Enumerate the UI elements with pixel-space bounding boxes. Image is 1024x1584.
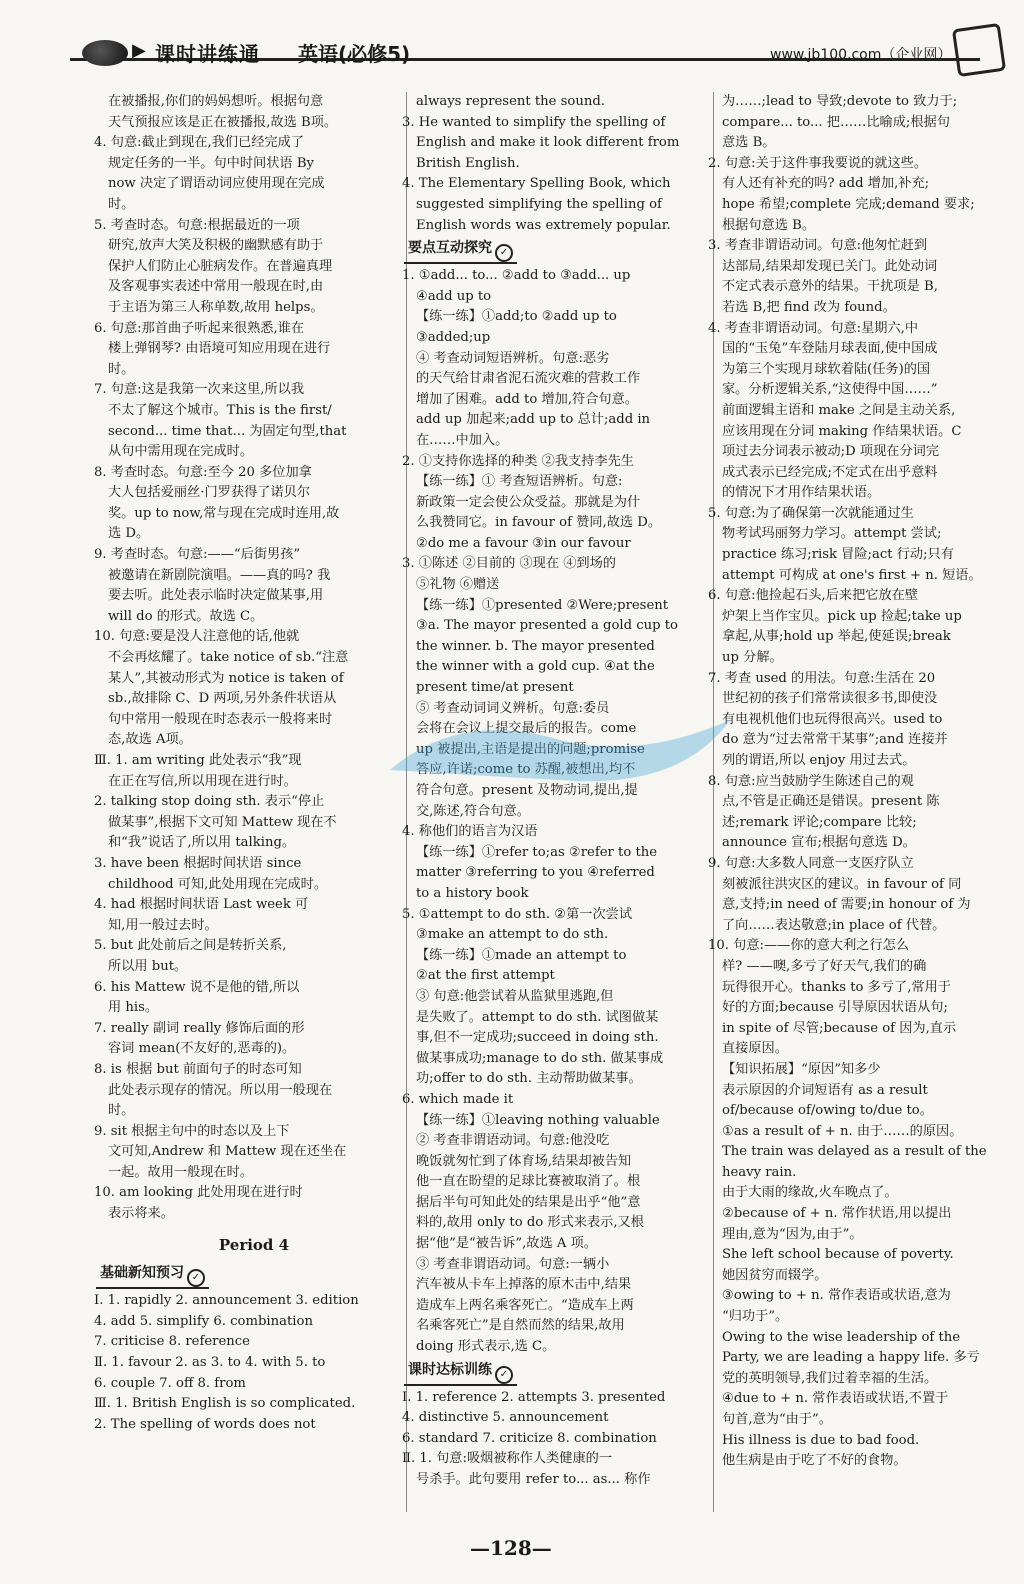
text-line: 8. 句意:应当鼓励学生陈述自己的观 [708,773,914,789]
text-line: 【知识拓展】“原因”知多少 [722,1061,881,1077]
text-line: 6. couple 7. off 8. from [94,1375,246,1391]
text-line: The train was delayed as a result of the [722,1144,987,1160]
text-line: 玩得很开心。thanks to 多亏了,常用于 [722,979,951,995]
text-line: 句首,意为“由于”。 [722,1412,832,1427]
text-line: 事,但不一定成功;succeed in doing sth. [416,1030,659,1046]
column-left [94,92,400,1532]
text-line: 是失败了。attempt to do sth. 试图做某 [416,1009,659,1025]
text-line: 【练一练】①made an attempt to [416,947,627,963]
text-line: 3. He wanted to simplify the spelling of [402,114,666,130]
text-line: 7. 句意:这是我第一次来这里,所以我 [94,382,305,398]
text-line: practice 练习;risk 冒险;act 行动;只有 [722,547,954,563]
text-line: the winner. b. The mayor presented [416,638,655,654]
text-line: 6. 句意:那首曲子听起来很熟悉,谁在 [94,320,305,336]
text-line: doing 形式表示,选 C。 [416,1339,556,1355]
text-line: 4. The Elementary Spelling Book, which [402,176,671,192]
text-line: 楼上弹钢琴? 由语境可知应用现在进行 [108,341,331,357]
text-line: attempt 可构成 at one's first + n. 短语。 [722,567,982,583]
text-line: 为第三个实现月球软着陆(任务)的国 [722,361,931,377]
text-line: 时。 [108,196,135,212]
text-line: 5. ①attempt to do sth. ②第一次尝试 [402,906,633,922]
triangle-arrow-icon: ▶ [132,40,146,61]
subject-title: 英语(必修5) [298,42,411,66]
text-line: heavy rain. [722,1164,797,1180]
text-line: 物考试玛丽努力学习。attempt 尝试; [722,526,942,542]
text-line: 由于大雨的缘故,火车晚点了。 [722,1185,898,1201]
text-line: 所以用 but。 [108,958,188,974]
text-line: 应该用现在分词 making 作结果状语。C [722,423,962,439]
text-line: 6. his Mattew 说不是他的错,所以 [94,979,300,995]
text-line: 【练一练】①refer to;as ②refer to the [416,844,658,860]
text-line: 10. am looking 此处用现在进行时 [94,1185,303,1201]
text-line: 拿起,从事;hold up 举起,使延误;break [722,629,951,645]
section-label: 基础新知预习 [100,1265,184,1282]
text-line: 晚饭就匆忙到了体育场,结果却被告知 [416,1153,632,1169]
text-line: 在正在写信,所以用现在进行时。 [108,773,297,789]
text-line: Ⅱ. 1. favour 2. as 3. to 4. with 5. to [94,1355,326,1371]
text-line: 做某事成功;manage to do sth. 做某事成 [416,1050,664,1066]
text-line: 么我赞同它。in favour of 赞同,故选 D。 [416,515,662,531]
text-line: 造成车上两名乘客死亡。“造成车上两 [416,1297,634,1313]
column-middle [402,92,708,1532]
text-line: 2. talking stop doing sth. 表示“停止 [94,794,325,810]
text-line: 的天气给甘肃省泥石流灾难的营救工作 [416,371,641,387]
text-line: 2. 句意:关于这件事我要说的就这些。 [708,155,928,171]
text-line: 样? ——噢,多亏了好天气,我们的确 [722,958,927,974]
text-line: 表示原因的介词短语有 as a result [722,1082,928,1098]
section-heading-key [404,238,517,264]
text-line: 表示将来。 [108,1206,174,1222]
text-line: 增加了困难。add to 增加,符合句意。 [416,391,638,407]
text-line: 理由,意为“因为,由于”。 [722,1226,863,1242]
text-line: Ⅲ. 1. British English is so complicated. [94,1396,356,1412]
text-line: present time/at present [416,680,574,696]
check-icon: ✓ [495,244,513,262]
text-line: 规定任务的一半。句中时间状语 By [108,155,314,171]
text-line: 4. 句意:截止到现在,我们已经完成了 [94,135,305,151]
text-line: 4. add 5. simplify 6. combination [94,1313,313,1329]
text-line: 6. 句意:他捡起石头,后来把它放在壁 [708,588,919,604]
text-line: 不太了解这个城市。This is the first/ [108,402,332,418]
text-line: 有人还有补充的吗? add 增加,补充; [722,176,930,192]
website-url: www.jb100.com（企业网） [770,47,952,63]
section-label: 课时达标训练 [408,1361,492,1378]
text-line: 述;remark 评论;compare 比较; [722,814,917,830]
text-line: Ⅰ. 1. rapidly 2. announcement 3. edition [94,1293,359,1309]
check-icon: ✓ [187,1269,205,1287]
text-line: ④ 考查动词短语辨析。句意:恶劣 [416,350,610,366]
text-line: do 意为“过去常常干某事”;and 连接并 [722,732,948,748]
text-line: British English. [416,155,520,171]
text-line: ③added;up [416,329,491,345]
text-line: 3. 考查非谓语动词。句意:他匆忙赶到 [708,238,928,254]
text-line: ②do me a favour ③in our favour [416,535,631,551]
text-line: ④add up to [416,288,492,304]
text-line: 容词 mean(不友好的,恶毒的)。 [108,1041,296,1057]
text-line: 8. 考查时态。句意:至今 20 多位加拿 [94,464,312,480]
text-line: Ⅲ. 1. am writing 此处表示“我”现 [94,753,302,768]
text-line: matter ③referring to you ④referred [416,865,655,881]
text-line: 列的谓语,所以 enjoy 用过去式。 [722,753,916,768]
text-line: 成式表示已经完成;不定式在出乎意料 [722,464,938,480]
text-line: 3. ①陈述 ②目前的 ③现在 ④到场的 [402,556,616,572]
text-line: 被邀请在新剧院演唱。——真的吗? 我 [108,567,331,583]
text-line: 知,用一般过去时。 [108,917,218,933]
text-line: 意选 B。 [722,135,776,151]
text-line: 新政策一定会使公众受益。那就是为什 [416,494,641,510]
text-line: 文可知,Andrew 和 Mattew 现在还坐在 [108,1144,347,1160]
text-line: 2. ①支持你选择的种类 ②我支持李先生 [402,453,634,469]
text-line: ②at the first attempt [416,968,555,984]
answer-list-left [94,92,400,1225]
text-line: 功;offer to do sth. 主动帮助做某事。 [416,1071,642,1087]
text-line: 9. 句意:大多数人同意一支医疗队立 [708,855,914,871]
section-label: 要点互动探究 [408,240,492,257]
text-line: 她因贫穷而辍学。 [722,1267,828,1283]
book-title: 课时讲练通 [155,42,260,66]
text-line: 符合句意。present 及物动词,提出,提 [416,783,638,798]
text-line: 6. which made it [402,1091,514,1107]
text-line: 了向……表达敬意;in place of 代替。 [722,917,946,933]
text-line: 国的“玉兔”车登陆月球表面,使中国成 [722,341,938,357]
column-divider [406,92,407,1512]
text-line: 有电视机他们也玩得很高兴。used to [722,711,943,727]
text-line: 4. had 根据时间状语 Last week 可 [94,897,309,913]
text-line: ③owing to + n. 常作表语或状语,意为 [722,1288,951,1304]
text-line: sb.,故排除 C、D 两项,另外条件状语从 [108,691,337,707]
text-line: 世纪初的孩子们常常读很多书,即使没 [722,691,938,707]
text-line: 10. 句意:要是没人注意他的话,他就 [94,629,300,645]
section-heading-basic [96,1263,209,1289]
text-line: 句中常用一般现在时态表示一般将来时 [108,711,333,727]
text-line: 10. 句意:——你的意大利之行怎么 [708,938,910,954]
text-line: Ⅱ. 1. 句意:吸烟被称作人类健康的一 [402,1451,613,1467]
text-line: 于主语为第三人称单数,故用 helps。 [108,299,324,315]
text-line: of/because of/owing to/due to。 [722,1103,933,1119]
text-line: 在……中加入。 [416,432,509,448]
text-line: now 决定了谓语动词应使用现在完成 [108,176,325,192]
text-line: “归功于”。 [722,1309,789,1325]
page-number: —128— [470,1536,552,1560]
text-line: 5. 句意:为了确保第一次就能通过生 [708,505,914,521]
text-line: 直接原因。 [722,1041,788,1057]
text-line: 他生病是由于吃了不好的食物。 [722,1453,907,1469]
text-line: compare... to... 把……比喻成;根据句 [722,114,950,130]
text-line: 天气预报应该是正在被播报,故选 B项。 [108,114,338,130]
text-line: suggested simplifying the spelling of [416,196,662,212]
text-line: 若选 B,把 find 改为 found。 [722,299,896,315]
text-line: Ⅰ. 1. reference 2. attempts 3. presented [402,1389,666,1405]
text-line: 为……;lead to 导致;devote to 致力于; [722,94,958,109]
publisher-logo-icon [82,40,128,66]
text-line: 研究,放声大笑及积极的幽默感有助于 [108,238,324,254]
text-line: 号杀手。此句要用 refer to... as... 称作 [416,1472,651,1487]
answer-list-left-tail [94,1291,400,1435]
text-line: ② 考查非谓语动词。句意:他没吃 [416,1133,610,1149]
text-line: 9. 考查时态。句意:——“后街男孩” [94,547,301,563]
corner-decoration-icon [952,23,1006,77]
text-line: second... time that... 为固定句型,that [108,423,347,439]
text-line: 【练一练】①presented ②Were;present [416,597,669,613]
answer-list-middle-head [402,92,708,236]
text-line: 答应,许诺;come to 苏醒,被想出,均不 [416,762,636,778]
text-line: 【练一练】① 考查短语辨析。句意: [416,474,623,490]
text-line: 【练一练】①leaving nothing valuable [416,1112,660,1128]
text-line: 他一直在盼望的足球比赛被取消了。根 [416,1174,641,1190]
text-line: ③make an attempt to do sth. [416,927,609,943]
text-line: 炉架上当作宝贝。pick up 捡起;take up [722,608,962,624]
answer-list-middle [402,266,708,1357]
text-line: 用 his。 [108,1000,159,1016]
text-line: 前面逻辑主语和 make 之间是主动关系, [722,402,956,418]
answer-list-right [708,92,1014,1472]
text-line: 时。 [108,1103,135,1119]
text-line: 和“我”说话了,所以用 talking。 [108,835,296,851]
text-line: Owing to the wise leadership of the [722,1329,961,1345]
text-line: 某人”,其被动形式为 notice is taken of [108,670,344,686]
text-line: 名乘客死亡”是自然而然的结果,故用 [416,1318,625,1334]
text-line: 时。 [108,361,135,377]
text-line: 保护人们防止心脏病发作。在普遍真理 [108,258,333,274]
text-line: 不会再炫耀了。take notice of sb.“注意 [108,650,349,666]
text-line: 汽车被从卡车上掉落的原木击中,结果 [416,1277,632,1293]
page-header [0,0,1024,90]
text-line: 好的方面;because 引导原因状语从句; [722,1000,948,1016]
text-line: 8. is 根据 but 前面句子的时态可知 [94,1061,302,1077]
text-line: 3. have been 根据时间状语 since [94,855,302,871]
text-line: 根据句意选 B。 [722,217,816,233]
text-line: 1. ①add... to... ②add to ③add... up [402,268,631,284]
text-line: ⑤礼物 ⑥赠送 [416,577,500,593]
text-line: 5. 考查时态。句意:根据最近的一项 [94,217,300,233]
text-line: 交,陈述,符合句意。 [416,803,530,819]
text-line: 大人包括爱丽丝·门罗获得了诺贝尔 [108,485,311,501]
text-line: 党的英明领导,我们过着幸福的生活。 [722,1370,938,1386]
text-line: in spite of 尽管;because of 因为,直示 [722,1020,957,1036]
check-icon: ✓ [495,1366,513,1384]
text-line: ⑤ 考查动词词义辨析。句意:委员 [416,700,610,716]
period-title: Period 4 [218,1235,290,1254]
text-line: 5. but 此处前后之间是转折关系, [94,938,287,954]
text-line: add up 加起来;add up to 总计;add in [416,412,651,428]
text-line: childhood 可知,此处用现在完成时。 [108,876,328,892]
text-line: ③ 考查非谓语动词。句意:一辆小 [416,1256,610,1272]
text-line: 4. 考查非谓语动词。句意:星期六,中 [708,320,919,336]
text-line: 【练一练】①add;to ②add up to [416,309,617,325]
text-line: 在被播报,你们的妈妈想听。根据句意 [108,94,324,109]
text-line: 4. 称他们的语言为汉语 [402,824,538,840]
text-line: 2. The spelling of words does not [94,1416,316,1432]
text-line: 4. distinctive 5. announcement [402,1410,609,1426]
text-line: 要去听。此处表示临时决定做某事,用 [108,588,324,604]
text-line: Party, we are leading a happy life. 多亏 [722,1350,980,1366]
text-line: 的情况下才用作结果状语。 [722,485,881,501]
text-line: will do 的形式。故选 C。 [108,608,264,624]
text-line: ②because of + n. 常作状语,用以提出 [722,1206,952,1222]
text-line: English words was extremely popular. [416,217,671,233]
text-line: hope 希望;complete 完成;demand 要求; [722,196,975,212]
text-line: 意,支持;in need of 需要;in honour of 为 [722,897,971,913]
text-line: 据后半句可知此处的结果是出乎“他”意 [416,1194,641,1210]
text-line: the winner with a gold cup. ④at the [416,659,655,675]
text-line: ①as a result of + n. 由于……的原因。 [722,1123,963,1139]
text-line: She left school because of poverty. [722,1247,954,1263]
text-line: 及客观事实表述中常用一般现在时,由 [108,279,324,295]
text-line: ③ 句意:他尝试着从监狱里逃跑,但 [416,988,614,1004]
text-line: 奖。up to now,常与现在完成时连用,故 [108,505,340,521]
text-line: 此处表示现存的情况。所以用一般现在 [108,1082,333,1098]
text-line: 家。分析逻辑关系,“这使得中国……” [722,382,938,398]
text-line: up 被提出,主语是提出的问题;promise [416,741,645,757]
text-line: announce 宣布;根据句意选 D。 [722,835,916,851]
text-line: 7. really 副词 really 修饰后面的形 [94,1020,305,1036]
text-line: 态,故选 A项。 [108,732,192,748]
text-line: English and make it look different from [416,135,680,151]
column-divider [713,92,714,1512]
text-line: 选 D。 [108,526,150,542]
text-line: 会将在会议上提交最后的报告。come [416,721,637,737]
text-line: ④due to + n. 常作表语或状语,不置于 [722,1391,949,1407]
text-line: 一起。故用一般现在时。 [108,1164,254,1180]
text-line: 达部局,结果却发现已关门。此处动词 [722,258,938,274]
text-line: up 分解。 [722,650,783,666]
text-line: 9. sit 根据主句中的时态以及上下 [94,1123,290,1139]
text-line: 做某事”,根据下文可知 Mattew 现在不 [108,814,337,830]
text-line: 从句中需用现在完成时。 [108,444,254,460]
text-line: 点,不管是正确还是错误。present 陈 [722,794,940,810]
text-line: His illness is due to bad food. [722,1432,920,1448]
text-line: 6. standard 7. criticize 8. combination [402,1430,657,1446]
text-line: 刻被派往洪灾区的建议。in favour of 同 [722,876,962,892]
text-line: 料的,故用 only to do 形式来表示,又根 [416,1215,644,1231]
section-heading-class [404,1360,517,1386]
text-line: 7. criticise 8. reference [94,1334,250,1350]
text-line: always represent the sound. [416,94,605,109]
text-line: ③a. The mayor presented a gold cup to [416,618,678,634]
answer-list-middle-tail [402,1388,708,1491]
text-line: to a history book [416,885,529,901]
text-line: 不定式表示意外的结果。干扰项是 B, [722,279,938,295]
text-line: 7. 考查 used 的用法。句意:生活在 20 [708,670,936,686]
column-right [708,92,1014,1532]
text-line: 项过去分词表示被动;D 项现在分词完 [722,444,940,460]
text-line: 据“他”是“被告诉”,故选 A 项。 [416,1236,597,1252]
